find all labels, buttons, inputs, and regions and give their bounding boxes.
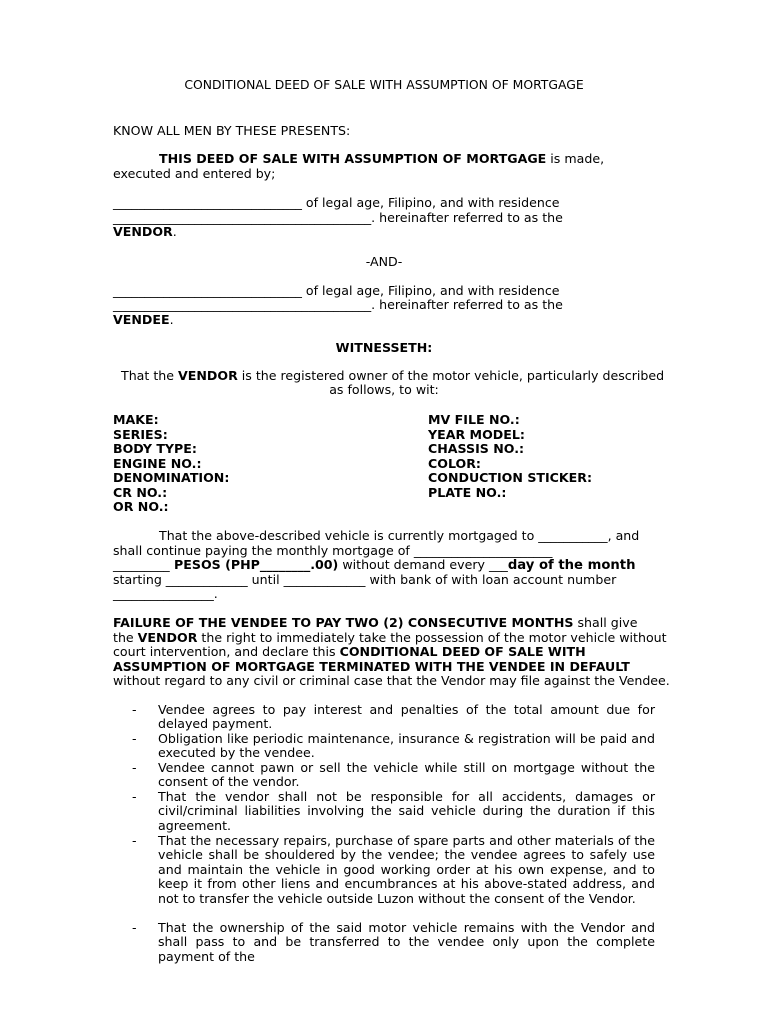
intro-rest: is made, bbox=[546, 151, 605, 166]
spec-engine-no: ENGINE NO.: bbox=[113, 456, 202, 471]
vendor-legal-age-text: of legal age, Filipino, and with residence bbox=[301, 195, 560, 210]
vendor-residence-blank: _________________________________________ bbox=[113, 210, 372, 225]
failure-text-2: the right to immediately take the possession of the motor vehicle without bbox=[197, 630, 667, 645]
bullet-dash: - bbox=[132, 702, 137, 717]
intro-line-2: executed and entered by; bbox=[113, 166, 276, 181]
failure-bold-1: FAILURE OF THE VENDEE TO PAY TWO (2) CONSECUTIVE MONTHS bbox=[113, 615, 574, 630]
bullet-item-responsibility: That the vendor shall not be responsible for all accidents, damages or civil/criminal liabilities involving the said vehicle during the duration if this agreement. bbox=[158, 789, 655, 833]
failure-text-1: shall give bbox=[573, 615, 638, 630]
spec-body-type: BODY TYPE: bbox=[113, 441, 197, 456]
vendor-period: . bbox=[172, 224, 177, 239]
know-all-men: KNOW ALL MEN BY THESE PRESENTS: bbox=[113, 123, 351, 138]
bullet-dash: - bbox=[132, 760, 137, 775]
failure-line-5: without regard to any civil or criminal case that the Vendor may file against the Vendee. bbox=[113, 673, 670, 688]
owner-vendor-bold: VENDOR bbox=[178, 368, 238, 383]
intro-line-1 bbox=[159, 152, 604, 167]
bullet-item-interest: Vendee agrees to pay interest and penalties of the total amount due for delayed payment. bbox=[158, 702, 655, 732]
bullet-dash: - bbox=[132, 920, 137, 935]
spec-cr-no: CR NO.: bbox=[113, 485, 168, 500]
owner-pre: That the bbox=[121, 368, 179, 383]
vendee-period: . bbox=[169, 312, 174, 327]
and-separator: -AND- bbox=[365, 254, 403, 269]
vendee-referred-text: . hereinafter referred to as the bbox=[371, 297, 563, 312]
without-demand-text: without demand every ___ bbox=[338, 557, 508, 572]
failure-line-1 bbox=[113, 616, 637, 631]
spec-denomination: DENOMINATION: bbox=[113, 470, 230, 485]
failure-bold-3: CONDITIONAL DEED OF SALE WITH bbox=[339, 644, 586, 659]
document-title: CONDITIONAL DEED OF SALE WITH ASSUMPTION OF MORTGAGE bbox=[184, 77, 584, 92]
spec-year-model: YEAR MODEL: bbox=[428, 427, 525, 442]
owner-post: is the registered owner of the motor vehicle, particularly described bbox=[237, 368, 665, 383]
bullet-dash: - bbox=[132, 833, 137, 848]
bullet-dash: - bbox=[132, 731, 137, 746]
vendee-label: VENDEE bbox=[113, 312, 170, 327]
pesos-php-bold: PESOS (PHP________.00) bbox=[169, 557, 339, 572]
spec-color: COLOR: bbox=[428, 456, 481, 471]
failure-text-3: court intervention, and declare this bbox=[113, 644, 340, 659]
vendor-name-blank: ______________________________ bbox=[113, 195, 302, 210]
vendor-label: VENDOR bbox=[113, 224, 173, 239]
vendor-line-1 bbox=[113, 196, 560, 211]
spec-conduction-sticker: CONDUCTION STICKER: bbox=[428, 470, 593, 485]
spec-plate-no: PLATE NO.: bbox=[428, 485, 507, 500]
mortgage-line-4: starting _____________ until _____________ with bank of with loan account number bbox=[113, 572, 617, 587]
bullet-item-pawn: Vendee cannot pawn or sell the vehicle while still on mortgage without the consent of the vendor. bbox=[158, 760, 655, 790]
bullet-item-repairs: That the necessary repairs, purchase of spare parts and other materials of the vehicle shall be shouldered by the vendee; the vendee agrees to safely use and maintain the vehicle in good working order at his own expense, and to keep it from other liens and encumbrances at his above-stated address, and not to transfer the vehicle outside Luzon without the consent of the Vendor. bbox=[158, 833, 655, 906]
witnesseth-heading: WITNESSETH: bbox=[335, 340, 433, 355]
vendee-name-blank: ______________________________ bbox=[113, 283, 302, 298]
vendee-line-2 bbox=[113, 298, 563, 313]
mortgage-line-5: ________________. bbox=[113, 586, 218, 601]
intro-bold: THIS DEED OF SALE WITH ASSUMPTION OF MORTGAGE bbox=[159, 151, 547, 166]
vendee-line-3 bbox=[113, 313, 174, 328]
spec-series: SERIES: bbox=[113, 427, 168, 442]
mortgage-line-1: That the above-described vehicle is currently mortgaged to ___________, and bbox=[159, 528, 640, 543]
vendee-legal-age-text: of legal age, Filipino, and with residence bbox=[301, 283, 560, 298]
bullet-item-ownership: That the ownership of the said motor vehicle remains with the Vendor and shall pass to and be transferred to the vendee only upon the complete payment of the bbox=[158, 920, 655, 964]
vendor-line-2 bbox=[113, 211, 563, 226]
spec-mv-file-no: MV FILE NO.: bbox=[428, 412, 520, 427]
failure-line-4: ASSUMPTION OF MORTGAGE TERMINATED WITH THE VENDEE IN DEFAULT bbox=[113, 659, 630, 674]
vendor-referred-text: . hereinafter referred to as the bbox=[371, 210, 563, 225]
spec-make: MAKE: bbox=[113, 412, 159, 427]
vendor-line-3 bbox=[113, 225, 177, 240]
owner-line-2: as follows, to wit: bbox=[329, 382, 439, 397]
mortgage-line-2: shall continue paying the monthly mortgage of ______________________ bbox=[113, 543, 553, 558]
pesos-words-blank: _________ bbox=[113, 557, 170, 572]
spec-chassis-no: CHASSIS NO.: bbox=[428, 441, 525, 456]
spec-or-no: OR NO.: bbox=[113, 499, 169, 514]
bullet-dash: - bbox=[132, 789, 137, 804]
vendee-residence-blank: _________________________________________ bbox=[113, 297, 372, 312]
failure-line-3 bbox=[113, 645, 586, 660]
day-of-month-bold: day of the month bbox=[507, 558, 636, 573]
failure-vendor-bold: VENDOR bbox=[137, 630, 198, 645]
bullet-item-obligation: Obligation like periodic maintenance, insurance & registration will be paid and executed by the vendee. bbox=[158, 731, 655, 761]
failure-pre-2: the bbox=[113, 630, 138, 645]
